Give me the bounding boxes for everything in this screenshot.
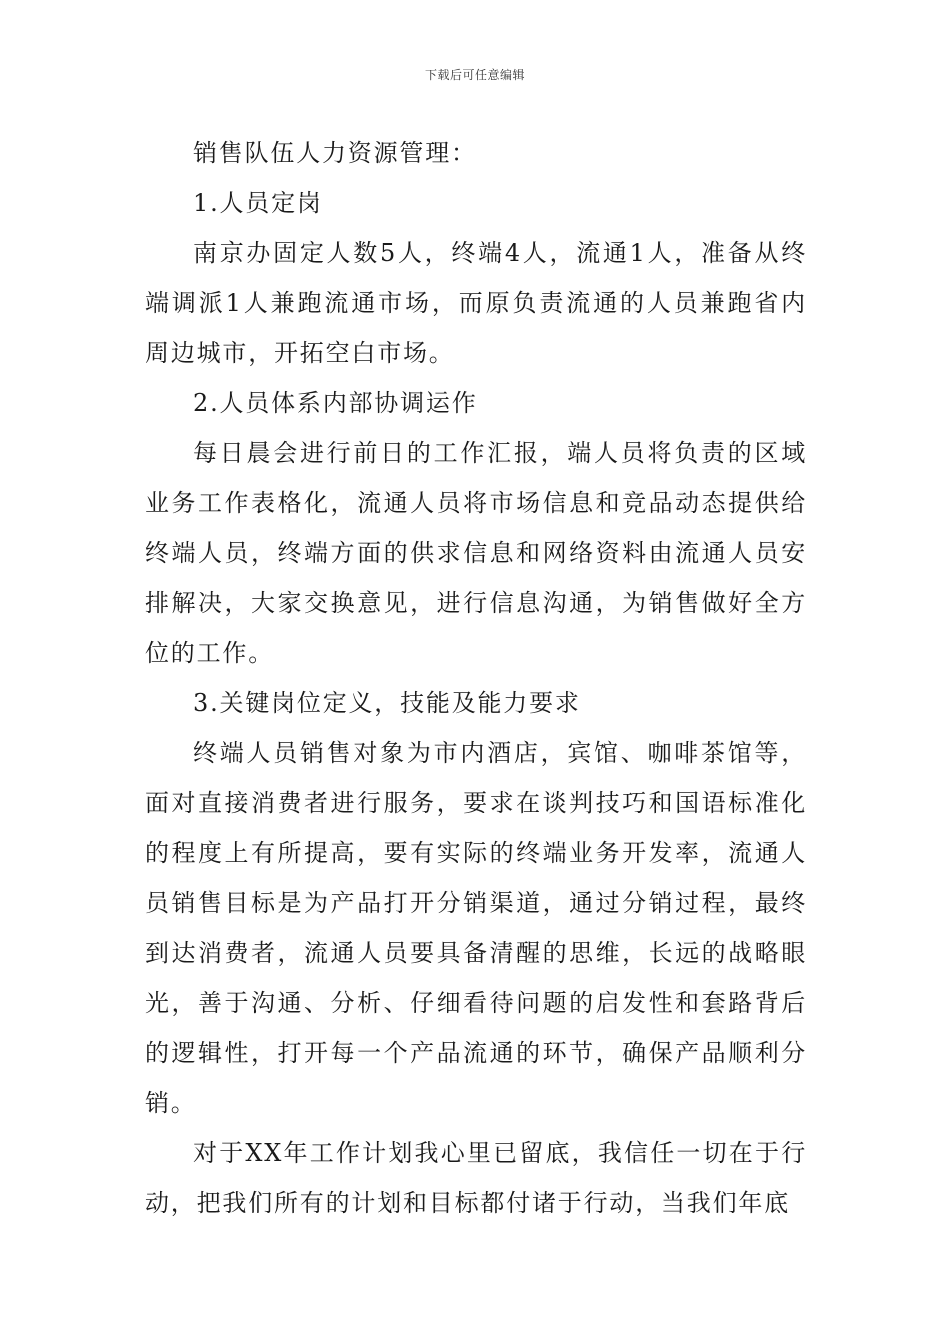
page-header-note: 下载后可任意编辑 <box>424 68 525 82</box>
section-heading: 销售队伍人力资源管理： <box>193 139 477 167</box>
body-paragraph: 终端人员销售对象为市内酒店，宾馆、咖啡茶馆等，面对直接消费者进行服务，要求在谈判技巧和国语标准化的程度上有所提高，要有实际的终端业务开发率，流通人员销售目标是为产品打开分销渠道，通过分销过程，最终到达消费者，流通人员要具备清醒的思维，长远的战略眼光，善于沟通、分析、仔细看待问题的启发性和套路背后的逻辑性，打开每一个产品流通的环节，确保产品顺利分销。 <box>145 739 807 1117</box>
subsection-heading: 3.关键岗位定义，技能及能力要求 <box>193 689 581 717</box>
subsection-heading: 1.人员定岗 <box>193 189 323 217</box>
body-paragraph: 每日晨会进行前日的工作汇报，端人员将负责的区域业务工作表格化，流通人员将市场信息和竞品动态提供给终端人员，终端方面的供求信息和网络资料由流通人员安排解决，大家交换意见，进行信息沟通，为销售做好全方位的工作。 <box>145 439 807 667</box>
body-paragraph: 南京办固定人数5人，终端4人，流通1人，准备从终端调派1人兼跑流通市场，而原负责流通的人员兼跑省内周边城市，开拓空白市场。 <box>145 239 807 367</box>
document-body <box>145 128 807 1228</box>
body-paragraph: 对于XX年工作计划我心里已留底，我信任一切在于行动，把我们所有的计划和目标都付诸于行动，当我们年底 <box>145 1139 807 1217</box>
subsection-heading: 2.人员体系内部协调运作 <box>193 389 478 417</box>
